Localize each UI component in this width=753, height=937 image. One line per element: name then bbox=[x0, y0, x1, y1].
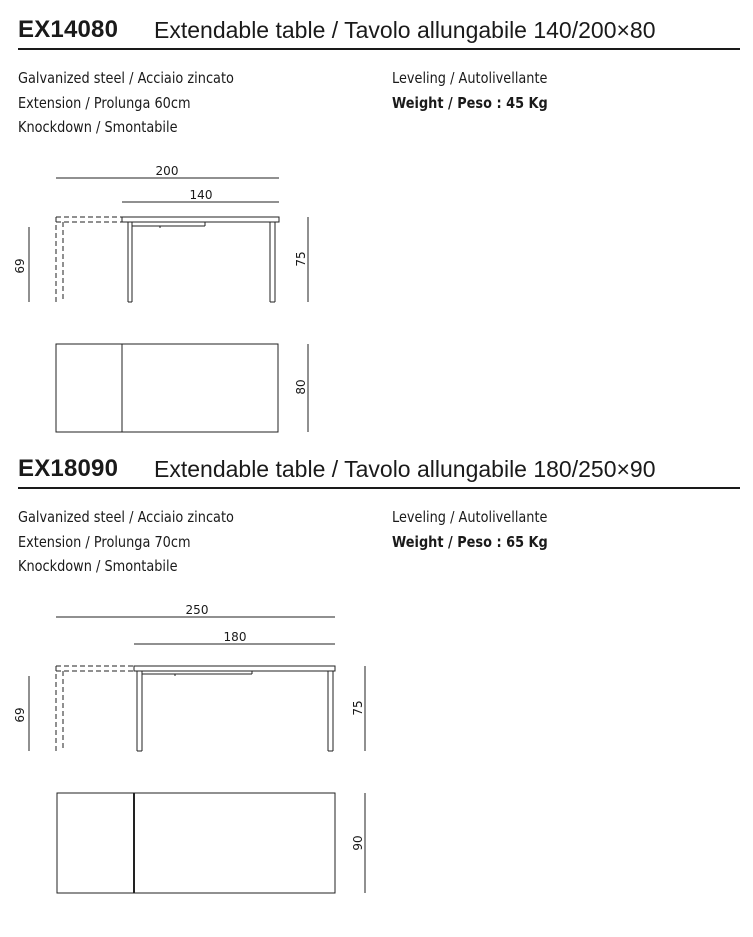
plan-view bbox=[57, 793, 335, 893]
spec-extension: Extension / Prolunga 60cm bbox=[18, 93, 191, 112]
technical-drawing bbox=[0, 164, 753, 434]
product-ex14080 bbox=[0, 14, 753, 439]
spec-material: Galvanized steel / Acciaio zincato bbox=[18, 69, 234, 87]
depth-label: 80 bbox=[294, 379, 308, 395]
plan-view bbox=[56, 344, 278, 432]
spec-knockdown: Knockdown / Smontabile bbox=[18, 557, 178, 575]
product-title: Extendable table / Tavolo allungabile 180/250×90 bbox=[154, 456, 656, 482]
spec-weight: Weight / Peso : 45 Kg bbox=[392, 93, 548, 112]
specs-left bbox=[18, 505, 234, 579]
specs-left bbox=[18, 66, 234, 140]
spec-extension: Extension / Prolunga 70cm bbox=[18, 532, 191, 551]
extended-dimension-label: 250 bbox=[185, 603, 209, 617]
depth-label: 90 bbox=[351, 835, 365, 851]
height-label: 75 bbox=[351, 700, 365, 716]
height-label: 75 bbox=[294, 251, 308, 267]
side-elevation bbox=[56, 217, 279, 302]
technical-drawing bbox=[0, 603, 753, 903]
closed-dimension-label: 140 bbox=[189, 188, 213, 202]
product-title: Extendable table / Tavolo allungabile 140/200×80 bbox=[154, 17, 656, 43]
leg-height-label: 69 bbox=[13, 258, 27, 274]
spec-material: Galvanized steel / Acciaio zincato bbox=[18, 508, 234, 526]
product-ex18090 bbox=[0, 453, 753, 923]
product-code: EX14080 bbox=[18, 16, 119, 43]
product-code: EX18090 bbox=[18, 455, 119, 482]
extended-dimension-label: 200 bbox=[155, 164, 179, 178]
specs-right bbox=[392, 505, 548, 554]
product-header bbox=[18, 14, 740, 50]
product-header bbox=[18, 453, 740, 489]
spec-knockdown: Knockdown / Smontabile bbox=[18, 118, 178, 136]
specs-right bbox=[392, 66, 548, 115]
leg-height-label: 69 bbox=[13, 707, 27, 723]
side-elevation bbox=[56, 666, 335, 751]
spec-weight: Weight / Peso : 65 Kg bbox=[392, 532, 548, 551]
closed-dimension-label: 180 bbox=[223, 630, 247, 644]
spec-leveling: Leveling / Autolivellante bbox=[392, 69, 548, 87]
spec-leveling: Leveling / Autolivellante bbox=[392, 508, 548, 526]
